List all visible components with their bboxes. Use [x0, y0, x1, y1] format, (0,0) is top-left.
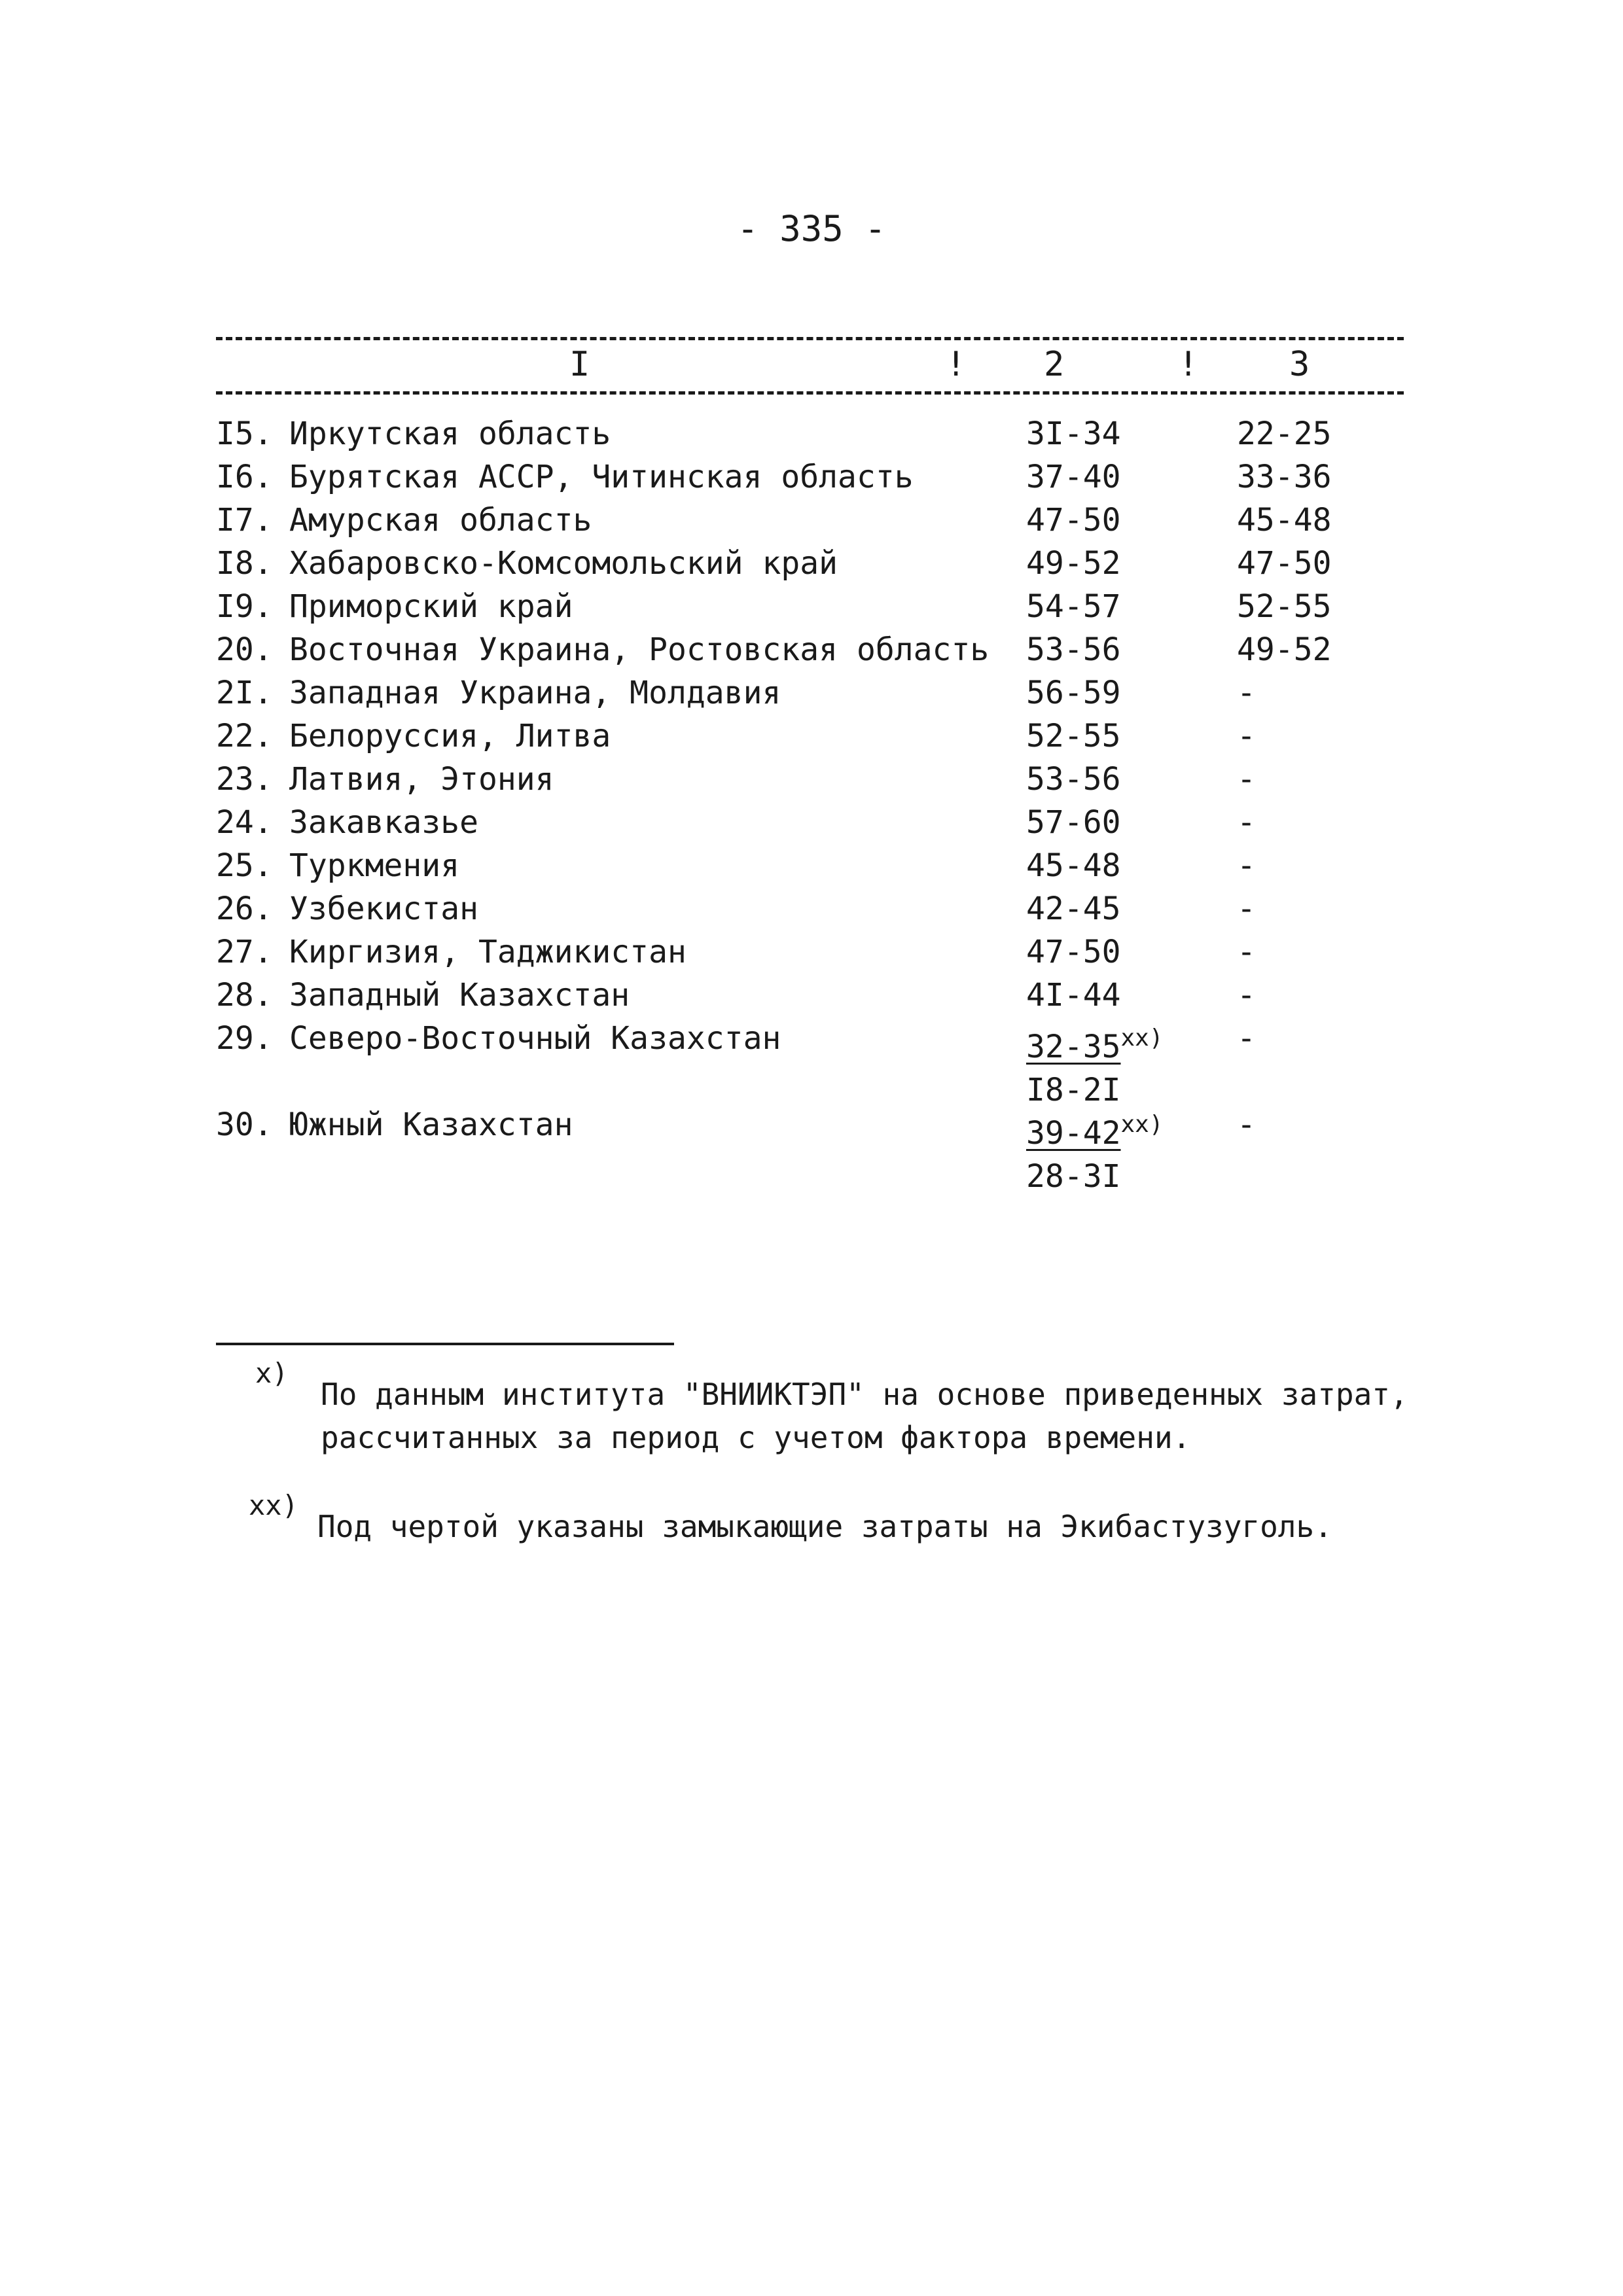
row-number: 23.	[216, 761, 273, 798]
row-value-col2-group	[1026, 1103, 1164, 1198]
table-row	[216, 412, 1404, 455]
row-value-col3: 52-55	[1237, 588, 1332, 625]
footnote-text	[321, 1373, 1472, 1459]
row-number: I9.	[216, 588, 273, 625]
row-value-col2-main	[1026, 1103, 1164, 1155]
footnote-mark: xx)	[249, 1489, 298, 1521]
footnote-line: Под чертой указаны замыкающие затраты на Экибастузуголь.	[317, 1509, 1332, 1544]
row-value-col2-group	[1026, 1017, 1164, 1112]
row-value-col3: 45-48	[1237, 502, 1332, 539]
row-value-col2-closing: 28-3I	[1026, 1158, 1121, 1195]
row-number: 30.	[216, 1106, 273, 1143]
row-region: Приморский край	[289, 588, 573, 625]
row-region: Бурятская АССР, Читинская область	[289, 459, 914, 495]
row-value-col2: 49-52	[1026, 545, 1121, 582]
row-value-col2: 4I-44	[1026, 977, 1121, 1014]
row-value-col3: -	[1237, 847, 1256, 884]
row-value-col2: 37-40	[1026, 459, 1121, 495]
header-col1: I	[569, 345, 590, 384]
row-value-col3: -	[1237, 891, 1256, 927]
table-header-rule	[216, 391, 1404, 395]
table-row	[216, 715, 1404, 758]
table-row	[216, 974, 1404, 1017]
row-region: Восточная Украина, Ростовская область	[289, 631, 990, 668]
row-value-col2: 3I-34	[1026, 415, 1121, 452]
row-number: 2I.	[216, 675, 273, 711]
row-value-col2: 45-48	[1026, 847, 1121, 884]
row-region: Киргизия, Таджикистан	[289, 934, 687, 970]
row-value-col3: -	[1237, 977, 1256, 1014]
row-value-col3: -	[1237, 1020, 1256, 1057]
row-number: 25.	[216, 847, 273, 884]
row-number: I5.	[216, 415, 273, 452]
footnote-ref-xx: xx)	[1120, 1025, 1164, 1051]
row-region: Хабаровско-Комсомольский край	[289, 545, 838, 582]
row-number: I7.	[216, 502, 273, 539]
row-value-col2-main	[1026, 1017, 1164, 1069]
row-value-col3: -	[1237, 1106, 1256, 1143]
row-value-col2: 53-56	[1026, 761, 1121, 798]
row-region: Южный Казахстан	[289, 1106, 573, 1143]
row-value-col2: 42-45	[1026, 891, 1121, 927]
row-region: Белоруссия, Литва	[289, 718, 611, 754]
row-value-col2: 39-42	[1026, 1115, 1121, 1152]
header-separator-2: !	[1178, 345, 1199, 384]
row-region: Северо-Восточный Казахстан	[289, 1020, 781, 1057]
row-region: Амурская область	[289, 502, 592, 539]
row-number: 28.	[216, 977, 273, 1014]
row-value-col2: 52-55	[1026, 718, 1121, 754]
row-number: I6.	[216, 459, 273, 495]
row-value-col3: 47-50	[1237, 545, 1332, 582]
row-value-col2: 32-35	[1026, 1029, 1121, 1065]
row-value-col2: 47-50	[1026, 502, 1121, 539]
row-value-col2-closing: I8-2I	[1026, 1072, 1121, 1108]
row-value-col2: 47-50	[1026, 934, 1121, 970]
row-region: Западный Казахстан	[289, 977, 630, 1014]
table-row	[216, 1017, 1404, 1108]
table-row	[216, 844, 1404, 887]
table-row	[216, 887, 1404, 930]
row-region: Закавказье	[289, 804, 478, 841]
header-separator-1: !	[946, 345, 967, 384]
table-row	[216, 758, 1404, 801]
row-value-col2: 56-59	[1026, 675, 1121, 711]
table-row	[216, 499, 1404, 542]
row-number: 22.	[216, 718, 273, 754]
row-value-col2: 57-60	[1026, 804, 1121, 841]
footnote-rule	[216, 1343, 674, 1345]
footnote-mark: x)	[255, 1357, 289, 1389]
row-number: I8.	[216, 545, 273, 582]
row-region: Иркутская область	[289, 415, 611, 452]
row-region: Латвия, Этония	[289, 761, 554, 798]
header-col2: 2	[1044, 345, 1065, 384]
table-row	[216, 930, 1404, 974]
footnote-ref-xx: xx)	[1120, 1111, 1164, 1138]
table-row	[216, 1103, 1404, 1195]
row-value-col3: -	[1237, 804, 1256, 841]
row-value-col3: -	[1237, 718, 1256, 754]
row-value-col2: 54-57	[1026, 588, 1121, 625]
row-value-col3: -	[1237, 761, 1256, 798]
row-number: 26.	[216, 891, 273, 927]
table-row	[216, 585, 1404, 628]
table-row	[216, 628, 1404, 671]
table-row	[216, 801, 1404, 844]
footnote-text	[317, 1505, 1469, 1548]
footnote-line: рассчитанных за период с учетом фактора времени.	[321, 1420, 1191, 1455]
row-number: 24.	[216, 804, 273, 841]
table-top-rule	[216, 337, 1404, 340]
row-region: Западная Украина, Молдавия	[289, 675, 781, 711]
row-value-col3: 22-25	[1237, 415, 1332, 452]
footnote-line: По данным института "ВНИИКТЭП" на основе приведенных затрат,	[321, 1377, 1408, 1412]
table-row	[216, 671, 1404, 715]
row-number: 20.	[216, 631, 273, 668]
header-col3: 3	[1289, 345, 1310, 384]
row-number: 27.	[216, 934, 273, 970]
table-row	[216, 542, 1404, 585]
row-value-col3: 33-36	[1237, 459, 1332, 495]
table-body	[216, 412, 1404, 1195]
row-number: 29.	[216, 1020, 273, 1057]
row-value-col3: -	[1237, 934, 1256, 970]
row-value-col3: -	[1237, 675, 1256, 711]
row-value-col2: 53-56	[1026, 631, 1121, 668]
page-number: - 335 -	[737, 208, 886, 249]
row-region: Туркмения	[289, 847, 460, 884]
table-row	[216, 455, 1404, 499]
row-region: Узбекистан	[289, 891, 478, 927]
row-value-col3: 49-52	[1237, 631, 1332, 668]
